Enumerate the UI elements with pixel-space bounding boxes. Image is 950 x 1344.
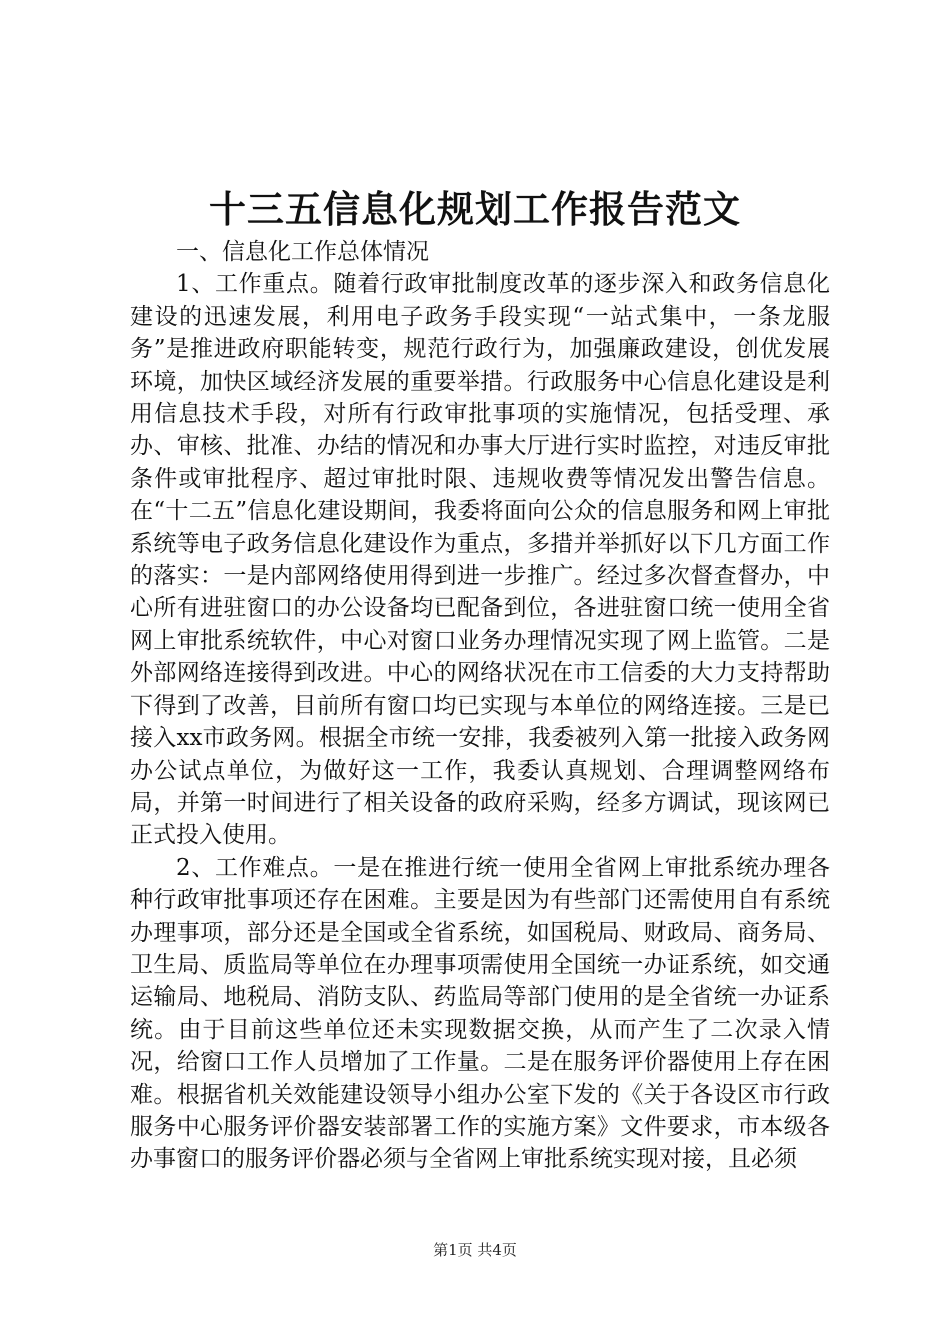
document-title: 十三五信息化规划工作报告范文 [209, 187, 741, 231]
paragraph-work-focus: 1、工作重点。随着行政审批制度改革的逐步深入和政务信息化建设的迅速发展，利用电子政务手段实现“一站式集中，一条龙服务”是推进政府职能转变，规范行政行为，加强廉政建设，创优发展环境，加快区域经济发展的重要举措。行政服务中心信息化建设是利用信息技术手段，对所有行政审批事项的实施情况，包括受理、承办、审核、批准、办结的情况和办事大厅进行实时监控，对违反审批条件或审批程序、超过审批时限、违规收费等情况发出警告信息。在“十二五”信息化建设期间，我委将面向公众的信息服务和网上审批系统等电子政务信息化建设作为重点，多措并举抓好以下几方面工作的落实：一是内部网络使用得到进一步推广。经过多次督查督办，中心所有进驻窗口的办公设备均已配备到位，各进驻窗口统一使用全省网上审批系统软件，中心对窗口业务办理情况实现了网上监管。二是外部网络连接得到改进。中心的网络状况在市工信委的大力支持帮助下得到了改善，目前所有窗口均已实现与本单位的网络连接。三是已接入xx市政务网。根据全市统一安排，我委被列入第一批接入政务网办公试点单位，为做好这一工作，我委认真规划、合理调整网络布局，并第一时间进行了相关设备的政府采购，经多方调试，现该网已正式投入使用。 [130, 271, 830, 849]
section-heading: 一、信息化工作总体情况 [176, 239, 429, 265]
page-number-footer: 第1页 共4页 [433, 1241, 517, 1259]
document-body [130, 236, 830, 1176]
paragraph-work-difficulty: 2、工作难点。一是在推进行统一使用全省网上审批系统办理各种行政审批事项还存在困难。主要是因为有些部门还需使用自有系统办理事项，部分还是全国或全省系统，如国税局、财政局、商务局、卫生局、质监局等单位在办理事项需使用全国统一办证系统，如交通运输局、地税局、消防支队、药监局等部门使用的是全省统一办证系统。由于目前这些单位还未实现数据交换，从而产生了二次录入情况，给窗口工作人员增加了工作量。二是在服务评价器使用上存在困难。根据省机关效能建设领导小组办公室下发的《关于各设区市行政服务中心服务评价器安装部署工作的实施方案》文件要求，市本级各办事窗口的服务评价器必须与全省网上审批系统实现对接，且必须 [130, 854, 830, 1173]
